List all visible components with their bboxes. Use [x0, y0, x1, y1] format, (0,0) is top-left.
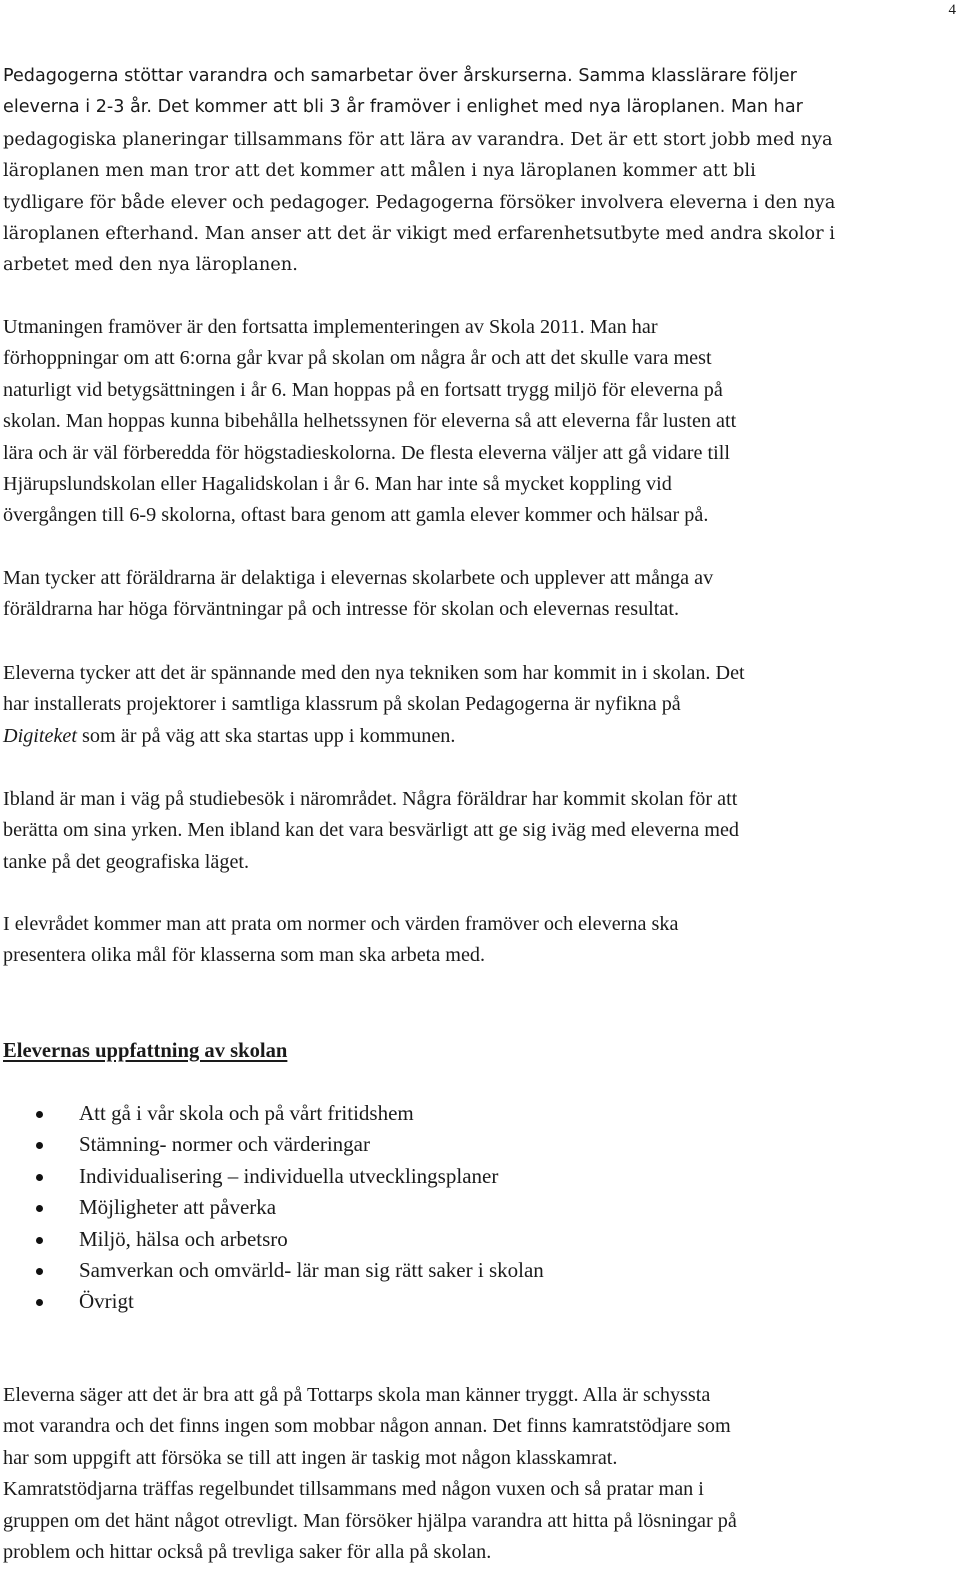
- paragraph-line: föräldrarna har höga förväntningar på och intresse för skolan och elevernas resultat.: [3, 598, 680, 621]
- page-number: 4: [948, 2, 956, 18]
- bullet-icon: [36, 1205, 43, 1212]
- paragraph-student-council: [3, 909, 957, 972]
- paragraph-line: Hjärupslundskolan eller Hagalidskolan i år 6. Man har inte så mycket koppling vid: [3, 473, 672, 496]
- bullet-icon: [36, 1174, 43, 1181]
- paragraph-line: gruppen om det hänt något otrevligt. Man försöker hjälpa varandra att hitta på lösningar på: [3, 1509, 737, 1532]
- paragraph-line: Utmaningen framöver är den fortsatta implementeringen av Skola 2011. Man har: [3, 316, 658, 338]
- list-item: [0, 1098, 544, 1129]
- list-item-label: Samverkan och omvärld- lär man sig rätt saker i skolan: [79, 1258, 544, 1283]
- paragraph-line: har som uppgift att försöka se till att ingen är taskig mot någon klasskamrat.: [3, 1446, 618, 1469]
- list-item: [0, 1286, 544, 1317]
- bullet-icon: [36, 1111, 43, 1118]
- list-item: [0, 1255, 544, 1286]
- paragraph-line: naturligt vid betygsättningen i år 6. Man hoppas på en fortsatt trygg miljö för eleverna på: [3, 378, 723, 401]
- paragraph-technology: [3, 658, 957, 752]
- paragraph-line-rest: som är på väg att ska startas upp i kommunen.: [77, 724, 456, 747]
- list-item: [0, 1224, 544, 1255]
- paragraph-line: Man tycker att föräldrarna är delaktiga i elevernas skolarbete och upplever att många av: [3, 567, 714, 589]
- section-heading: Elevernas uppfattning av skolan: [3, 1040, 288, 1062]
- paragraph-line: lära och är väl förberedda för högstadieskolorna. De flesta eleverna väljer att gå vidare till: [3, 441, 730, 464]
- paragraph-parents: [3, 563, 957, 626]
- paragraph-line: [3, 721, 957, 752]
- list-item: [0, 1192, 544, 1223]
- topic-list: [0, 1098, 544, 1318]
- list-item-label: Miljö, hälsa och arbetsro: [79, 1226, 288, 1251]
- paragraph-line: Ibland är man i väg på studiebesök i närområdet. Några föräldrar har kommit skolan för att: [3, 788, 738, 810]
- paragraph-line: Pedagogerna stöttar varandra och samarbetar över årskurserna. Samma klasslärare följer: [3, 66, 797, 86]
- bullet-icon: [36, 1299, 43, 1306]
- paragraph-line: I elevrådet kommer man att prata om normer och värden framöver och eleverna ska: [3, 913, 679, 935]
- paragraph-line: pedagogiska planeringar tillsammans för att lära av varandra. Det är ett stort jobb med nya: [3, 128, 833, 150]
- paragraph-study-visits: [3, 784, 957, 878]
- paragraph-line: förhoppningar om att 6:orna går kvar på skolan om några år och att det skulle vara mest: [3, 347, 712, 370]
- paragraph-line: eleverna i 2-3 år. Det kommer att bli 3 år framöver i enlighet med nya läroplanen. Man har: [3, 97, 803, 118]
- list-item: [0, 1129, 544, 1160]
- paragraph-line: läroplanen men man tror att det kommer att målen i nya läroplanen kommer att bli: [3, 160, 756, 182]
- paragraph-collaboration: [3, 61, 957, 281]
- bullet-icon: [36, 1142, 43, 1149]
- paragraph-challenges: [3, 312, 957, 532]
- paragraph-students-view: [3, 1380, 957, 1568]
- paragraph-line: övergången till 6-9 skolorna, oftast bara genom att gamla elever kommer och hälsar på.: [3, 504, 709, 527]
- paragraph-line: tydligare för både elever och pedagoger. Pedagogerna försöker involvera eleverna i den nya: [3, 191, 836, 213]
- paragraph-line: problem och hittar också på trevliga saker för alla på skolan.: [3, 1541, 492, 1564]
- paragraph-line: berätta om sina yrken. Men ibland kan det vara besvärligt att ge sig iväg med eleverna med: [3, 819, 740, 842]
- list-item-label: Individualisering – individuella utvecklingsplaner: [79, 1163, 499, 1188]
- list-item-label: Stämning- normer och värderingar: [79, 1132, 370, 1157]
- list-item-label: Att gå i vår skola och på vårt fritidshem: [79, 1101, 414, 1125]
- paragraph-line: mot varandra och det finns ingen som mobbar någon annan. Det finns kamratstödjare som: [3, 1415, 731, 1438]
- paragraph-line: presentera olika mål för klasserna som man ska arbeta med.: [3, 944, 486, 967]
- digiteket-term: Digiteket: [3, 724, 77, 747]
- paragraph-line: skolan. Man hoppas kunna bibehålla helhetssynen för eleverna så att eleverna får lusten att: [3, 410, 737, 433]
- paragraph-line: Eleverna säger att det är bra att gå på Tottarps skola man känner tryggt. Alla är schyssta: [3, 1384, 711, 1406]
- paragraph-line: har installerats projektorer i samtliga klassrum på skolan Pedagogerna är nyfikna på: [3, 693, 681, 716]
- list-item: [0, 1161, 544, 1192]
- paragraph-line: tanke på det geografiska läget.: [3, 850, 250, 873]
- list-item-label: Övrigt: [79, 1289, 134, 1314]
- paragraph-line: arbetet med den nya läroplanen.: [3, 254, 298, 276]
- paragraph-line: Kamratstödjarna träffas regelbundet tillsammans med någon vuxen och så pratar man i: [3, 1478, 704, 1501]
- bullet-icon: [36, 1268, 43, 1275]
- paragraph-line: Eleverna tycker att det är spännande med den nya tekniken som har kommit in i skolan. Det: [3, 662, 745, 684]
- list-item-label: Möjligheter att påverka: [79, 1195, 277, 1220]
- paragraph-line: läroplanen efterhand. Man anser att det är vikigt med erfarenhetsutbyte med andra skolor i: [3, 223, 835, 245]
- bullet-icon: [36, 1237, 43, 1244]
